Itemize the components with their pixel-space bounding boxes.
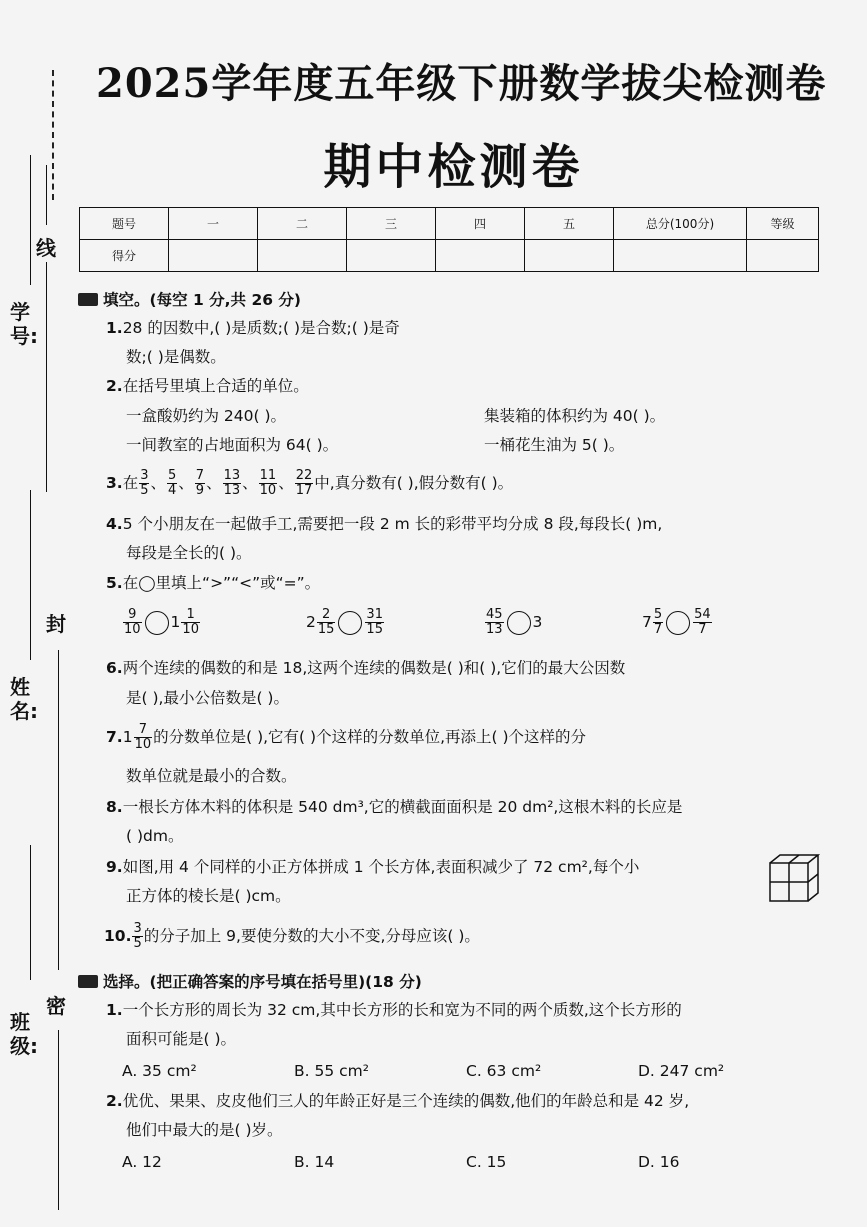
score-table <box>79 207 819 272</box>
score-cell: 总分(100分) <box>614 208 747 240</box>
q3-line: 3.在 $\frac{3}{5}$ 、 $\frac{5}{4}$ 、 $\frac{7}{9}$ 、 $\frac{13}{13}$ 、 $\frac{11}{10}$ 、 $\frac{22}{17}$ 中,真分数有( ),假分数有( )。 <box>106 468 514 498</box>
s2q2-line1: 2.优优、果果、皮皮他们三人的年龄正好是三个连续的偶数,他们的年龄总和是 42 岁, <box>106 1092 690 1110</box>
score-input-cell[interactable] <box>614 240 747 272</box>
binding-line-6 <box>30 845 31 980</box>
s2q1-line1: 1.一个长方形的周长为 32 cm,其中长方形的长和宽为不同的两个质数,这个长方形的 <box>106 1001 682 1019</box>
score-table-score-row <box>80 240 819 272</box>
s2q2-line2: 他们中最大的是( )岁。 <box>126 1121 283 1139</box>
student-name-label: 姓名: <box>10 675 38 723</box>
q4-line1: 4.5 个小朋友在一起做手工,需要把一段 2 m 长的彩带平均分成 8 段,每段长( )m, <box>106 515 663 533</box>
q6-line2: 是( ),最小公倍数是( )。 <box>126 689 289 707</box>
q1-line2: 数;( )是偶数。 <box>126 348 226 366</box>
cuboid-figure <box>768 853 820 903</box>
s2q1-option[interactable]: C. 63 cm² <box>466 1062 542 1080</box>
student-id-label: 学号: <box>10 300 38 348</box>
binding-line-5 <box>58 650 59 970</box>
s2q2-option[interactable]: A. 12 <box>122 1153 162 1171</box>
s2q1-line2: 面积可能是( )。 <box>126 1030 237 1048</box>
q2c: 一间教室的占地面积为 64( )。 <box>126 436 339 454</box>
score-cell: 一 <box>169 208 258 240</box>
q5-item: $\frac{45}{13}$ 3 <box>486 607 543 637</box>
q7-line2: 数单位就是最小的合数。 <box>126 767 297 785</box>
section2-title: 选择。(把正确答案的序号填在括号里)(18 分) <box>78 970 422 992</box>
score-input-cell[interactable] <box>436 240 525 272</box>
q1-line1: 1.28 的因数中,( )是质数;( )是合数;( )是奇 <box>106 319 400 337</box>
score-input-cell[interactable] <box>525 240 614 272</box>
s2q2-option[interactable]: B. 14 <box>294 1153 335 1171</box>
q7-line1: 7.1 $\frac{7}{10}$ 的分数单位是( ),它有( )个这样的分数单位,再添上( )个这样的分 <box>106 722 587 752</box>
q5-item: 2 $\frac{2}{15}$ $\frac{31}{15}$ <box>306 607 383 637</box>
s2q2-option[interactable]: C. 15 <box>466 1153 507 1171</box>
compare-circle[interactable] <box>338 611 362 635</box>
score-cell: 三 <box>347 208 436 240</box>
q2a: 一盒酸奶约为 240( )。 <box>126 407 287 425</box>
s2q1-option[interactable]: A. 35 cm² <box>122 1062 197 1080</box>
score-input-cell[interactable] <box>169 240 258 272</box>
score-cell: 题号 <box>80 208 169 240</box>
binding-line-7 <box>58 1030 59 1210</box>
score-cell: 得分 <box>80 240 169 272</box>
binding-feng: 封 <box>46 612 66 636</box>
exam-subtitle: 期中检测卷 <box>323 139 584 195</box>
binding-line-4 <box>30 490 31 660</box>
q2d: 一桶花生油为 5( )。 <box>484 436 625 454</box>
s2q1-option[interactable]: B. 55 cm² <box>294 1062 369 1080</box>
section-badge-icon <box>78 975 98 988</box>
score-input-cell[interactable] <box>347 240 436 272</box>
binding-line-2 <box>46 262 47 492</box>
compare-circle[interactable] <box>145 611 169 635</box>
binding-mi: 密 <box>46 994 66 1018</box>
class-label: 班级: <box>10 1010 38 1058</box>
s2q1-option[interactable]: D. 247 cm² <box>638 1062 725 1080</box>
q6-line1: 6.两个连续的偶数的和是 18,这两个连续的偶数是( )和( ),它们的最大公因数 <box>106 659 626 677</box>
compare-circle[interactable] <box>666 611 690 635</box>
q4-line2: 每段是全长的( )。 <box>126 544 252 562</box>
score-cell: 四 <box>436 208 525 240</box>
q9-line2: 正方体的棱长是( )cm。 <box>126 887 291 905</box>
s2q2-option[interactable]: D. 16 <box>638 1153 680 1171</box>
score-cell: 等级 <box>747 208 819 240</box>
score-input-cell[interactable] <box>747 240 819 272</box>
q9-line1: 9.如图,用 4 个同样的小正方体拼成 1 个长方体,表面积减少了 72 cm²,每个小 <box>106 858 640 876</box>
compare-circle[interactable] <box>507 611 531 635</box>
exam-title: 2025学年度五年级下册数学拔尖检测卷 <box>96 60 827 107</box>
q5-item: $\frac{9}{10}$ 1 $\frac{1}{10}$ <box>124 607 199 637</box>
q8-line2: ( )dm。 <box>126 827 184 845</box>
q2-line: 2.在括号里填上合适的单位。 <box>106 377 309 395</box>
score-input-cell[interactable] <box>258 240 347 272</box>
q10-line: 10. $\frac{3}{5}$ 的分子加上 9,要使分数的大小不变,分母应该( )。 <box>104 921 480 951</box>
q8-line1: 8.一根长方体木料的体积是 540 dm³,它的横截面面积是 20 dm²,这根木料的长应是 <box>106 798 683 816</box>
section1-title: 填空。(每空 1 分,共 26 分) <box>78 288 301 310</box>
q5-item: 7 $\frac{5}{7}$ $\frac{54}{7}$ <box>642 607 711 637</box>
section-badge-icon <box>78 293 98 306</box>
q2b: 集装箱的体积约为 40( )。 <box>484 407 666 425</box>
score-cell: 二 <box>258 208 347 240</box>
binding-xian: 线 <box>36 236 56 260</box>
score-cell: 五 <box>525 208 614 240</box>
q5-line: 5.在◯里填上“>”“<”或“=”。 <box>106 574 321 592</box>
score-table-header-row <box>80 208 819 240</box>
